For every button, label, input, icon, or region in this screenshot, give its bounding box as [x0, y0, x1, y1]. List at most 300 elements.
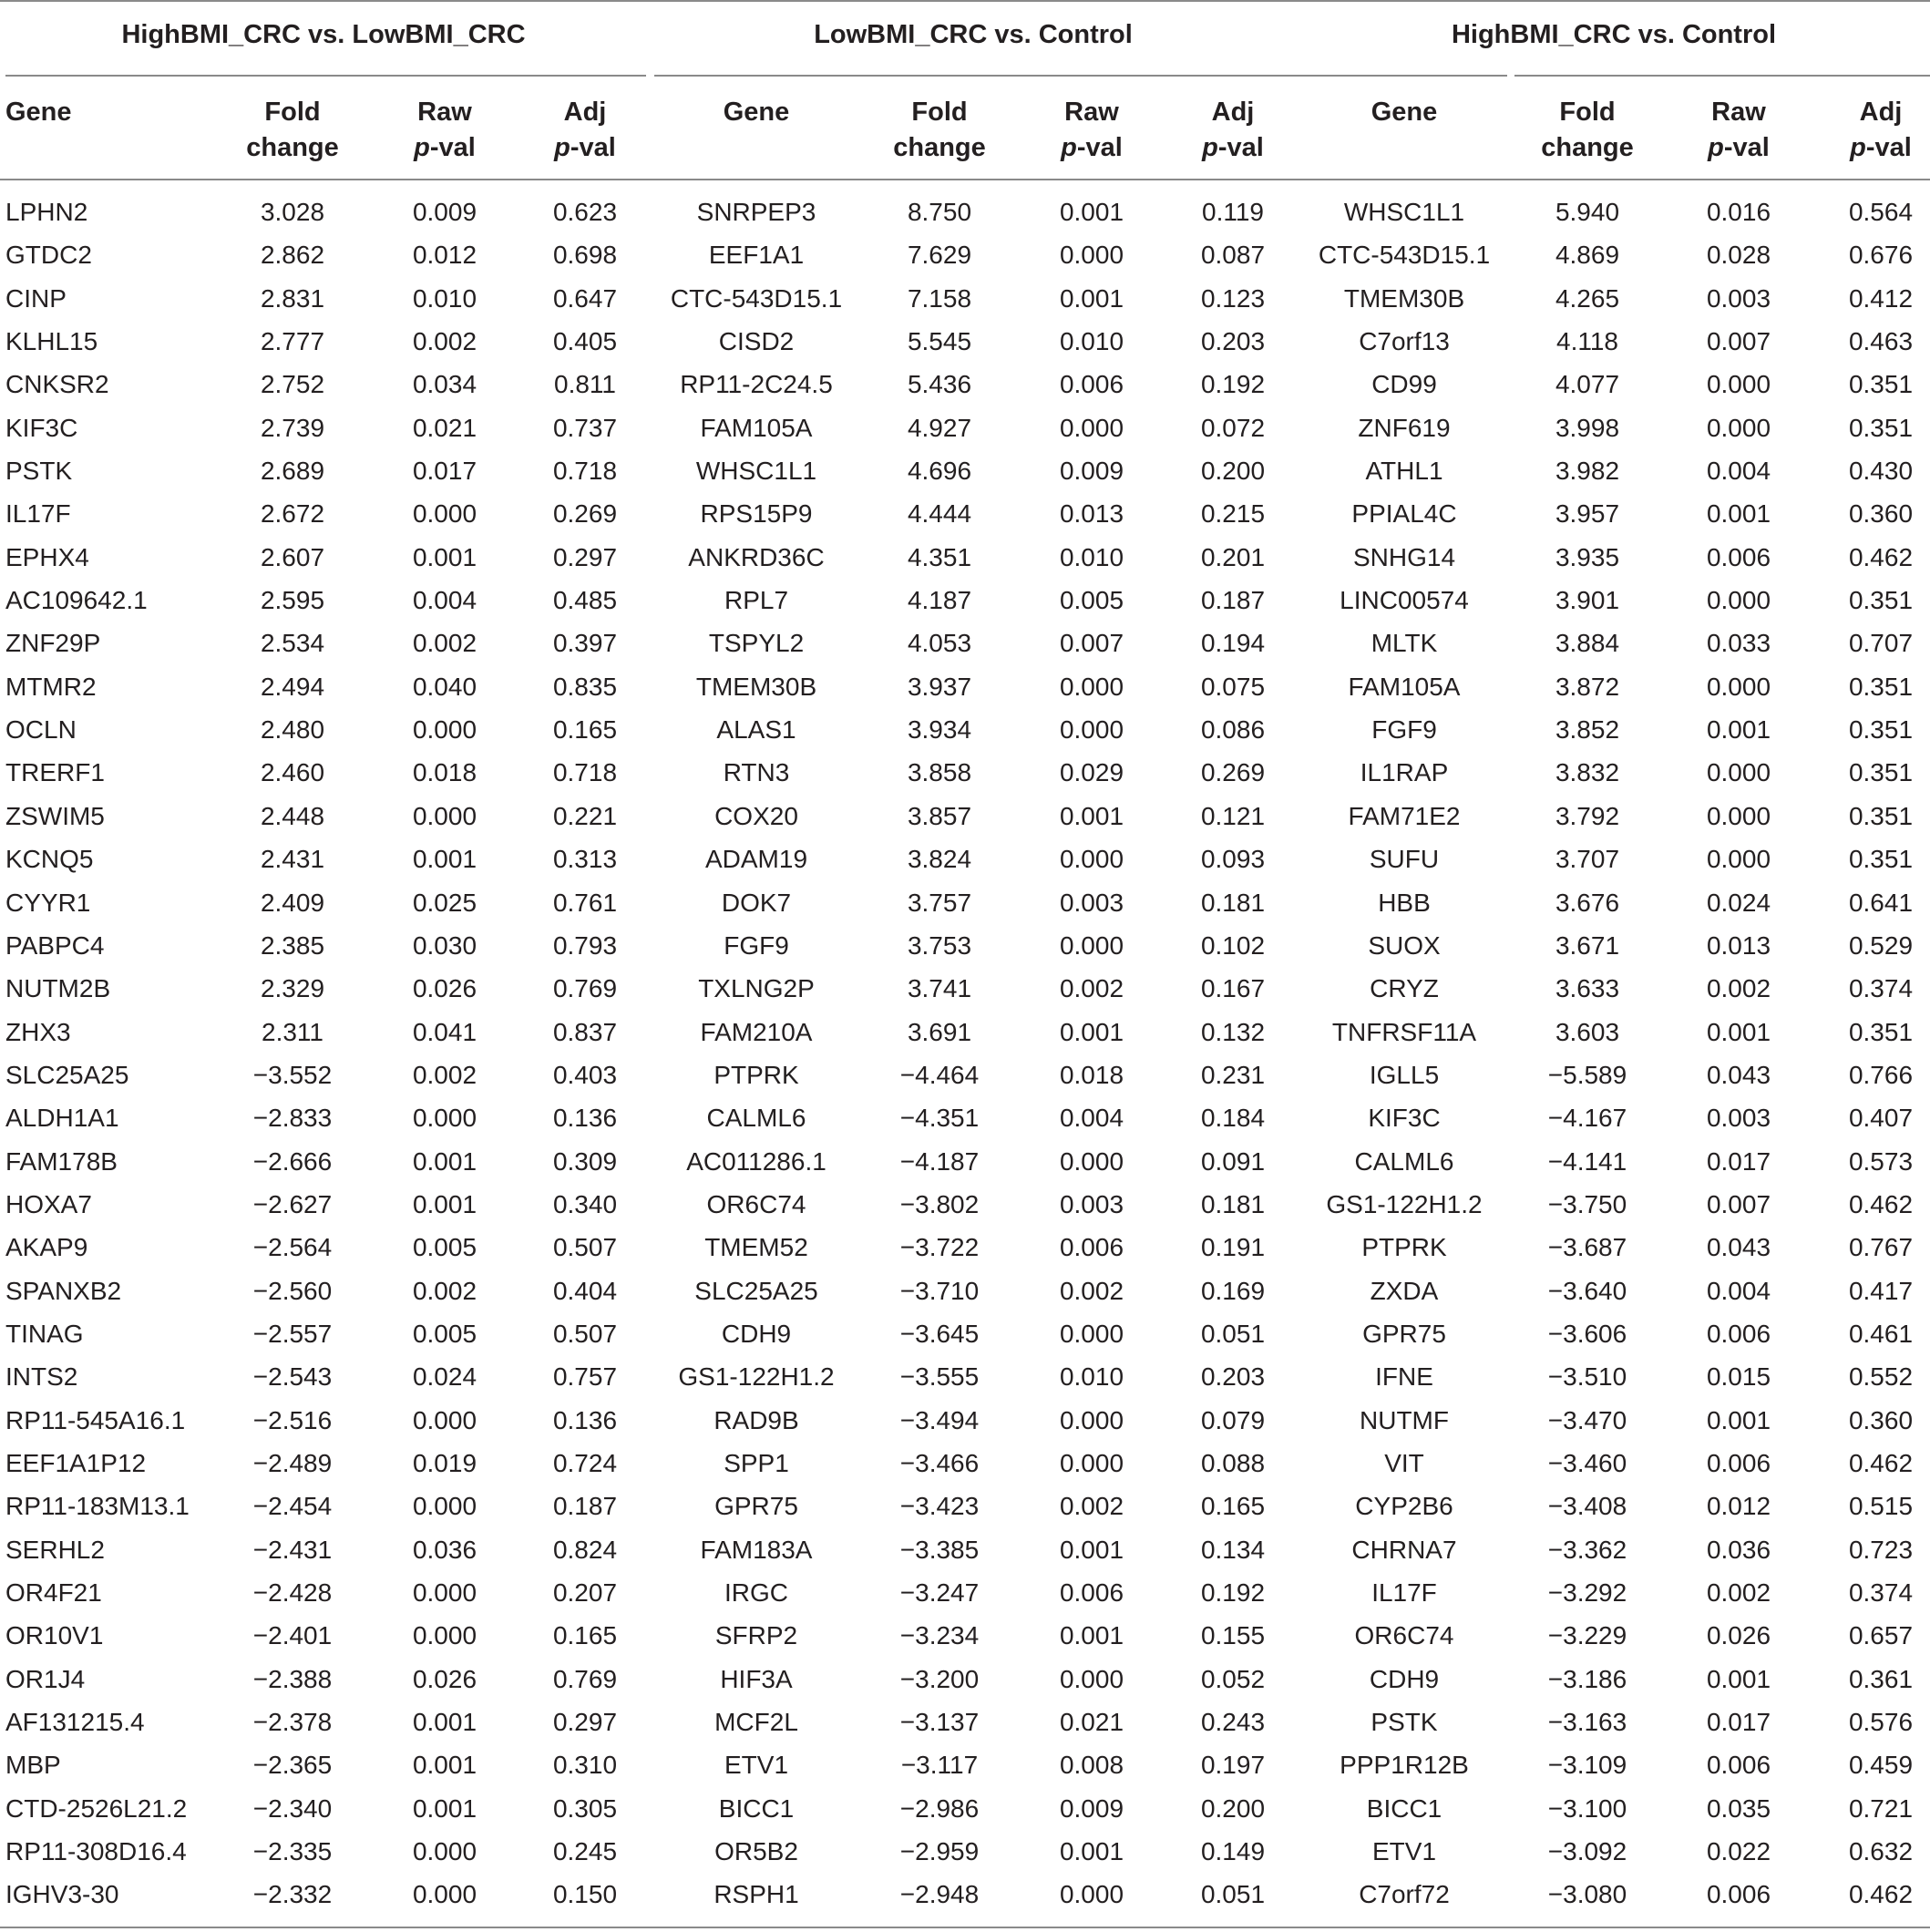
fold-change-cell: −4.351 — [899, 1104, 980, 1133]
raw-pval-cell: 0.000 — [1059, 1319, 1124, 1348]
gene-cell: OR4F21 — [5, 1578, 102, 1607]
gene-cell: DOK7 — [721, 888, 792, 917]
fold-change-cell: −4.187 — [899, 1146, 980, 1176]
table-row — [0, 1015, 1930, 1058]
gene-cell: FGF9 — [724, 930, 789, 960]
fold-change-cell: 3.832 — [1555, 758, 1620, 787]
adj-pval-cell: 0.351 — [1848, 672, 1914, 701]
adj-pval-cell: 0.201 — [1200, 542, 1266, 571]
gene-cell: NUTMF — [1360, 1405, 1449, 1434]
fold-change-cell: 4.927 — [907, 413, 972, 442]
gene-cell: TXLNG2P — [698, 974, 815, 1003]
adj-pval-cell: 0.417 — [1848, 1276, 1914, 1305]
gene-cell: ZSWIM5 — [5, 801, 105, 830]
table-row — [0, 1705, 1930, 1748]
raw-pval-cell: 0.010 — [1059, 1362, 1124, 1392]
raw-pval-cell: 0.000 — [412, 499, 477, 529]
raw-pval-cell: 0.002 — [1706, 1578, 1771, 1607]
gene-cell: TRERF1 — [5, 758, 105, 787]
adj-pval-cell: 0.459 — [1848, 1751, 1914, 1780]
table-row — [0, 886, 1930, 929]
raw-pval-cell: 0.010 — [412, 283, 477, 313]
raw-pval-cell: 0.002 — [1059, 1276, 1124, 1305]
raw-pval-cell: 0.000 — [1059, 1146, 1124, 1176]
fold-change-cell: 3.982 — [1555, 457, 1620, 486]
fold-change-cell: 2.448 — [260, 801, 325, 830]
raw-pval-cell: 0.007 — [1706, 1189, 1771, 1218]
adj-pval-cell: 0.149 — [1200, 1837, 1266, 1866]
raw-pval-cell: 0.000 — [412, 1621, 477, 1650]
raw-pval-cell: 0.000 — [412, 1578, 477, 1607]
raw-pval-cell: 0.019 — [412, 1448, 477, 1477]
fold-change-cell: 3.707 — [1555, 845, 1620, 874]
gene-cell: OR6C74 — [706, 1189, 806, 1218]
raw-pval-cell: 0.040 — [412, 672, 477, 701]
gene-cell: ALAS1 — [716, 715, 796, 745]
adj-pval-cell: 0.676 — [1848, 241, 1914, 270]
raw-pval-cell: 0.005 — [412, 1233, 477, 1262]
gene-cell: AC109642.1 — [5, 586, 148, 615]
table-row — [0, 971, 1930, 1014]
table-row — [0, 1446, 1930, 1489]
fold-change-cell: −2.332 — [252, 1880, 333, 1909]
raw-pval-cell: 0.004 — [412, 586, 477, 615]
adj-pval-cell: 0.351 — [1848, 845, 1914, 874]
table-row — [0, 1058, 1930, 1101]
raw-pval-cell: 0.000 — [1706, 370, 1771, 399]
gene-cell: RPS15P9 — [700, 499, 813, 529]
gene-cell: PPP1R12B — [1340, 1751, 1469, 1780]
raw-pval-cell: 0.034 — [412, 370, 477, 399]
gene-cell: WHSC1L1 — [1343, 198, 1465, 226]
gene-cell: ATHL1 — [1365, 457, 1443, 486]
gene-cell: CTC-543D15.1 — [1318, 241, 1491, 270]
raw-pval-cell: 0.009 — [412, 198, 477, 226]
table-row — [0, 1145, 1930, 1187]
adj-pval-cell: 0.793 — [552, 930, 618, 960]
fold-change-cell: 3.792 — [1555, 801, 1620, 830]
raw-pval-cell: 0.000 — [1059, 845, 1124, 874]
raw-pval-cell: 0.010 — [1059, 542, 1124, 571]
col-head-fold-change: Fold change — [893, 98, 986, 162]
raw-pval-cell: 0.026 — [412, 1664, 477, 1693]
table-row — [0, 411, 1930, 454]
gene-cell: TSPYL2 — [708, 629, 805, 658]
raw-pval-cell: 0.000 — [1059, 413, 1124, 442]
adj-pval-cell: 0.231 — [1200, 1060, 1266, 1089]
table-top-rule — [0, 0, 1930, 2]
gene-cell: SERHL2 — [5, 1535, 105, 1564]
raw-pval-cell: 0.006 — [1059, 1578, 1124, 1607]
adj-pval-cell: 0.088 — [1200, 1448, 1266, 1477]
adj-pval-cell: 0.707 — [1848, 629, 1914, 658]
table-row — [0, 195, 1930, 238]
fold-change-cell: 3.753 — [907, 930, 972, 960]
raw-pval-cell: 0.000 — [412, 1837, 477, 1866]
gene-cell: VIT — [1384, 1448, 1424, 1477]
fold-change-cell: −4.167 — [1547, 1104, 1627, 1133]
adj-pval-cell: 0.351 — [1848, 586, 1914, 615]
raw-pval-cell: 0.018 — [1059, 1060, 1124, 1089]
raw-pval-cell: 0.005 — [412, 1319, 477, 1348]
adj-pval-cell: 0.623 — [552, 198, 618, 226]
raw-pval-cell: 0.006 — [1706, 1448, 1771, 1477]
table-row — [0, 583, 1930, 626]
adj-pval-cell: 0.072 — [1200, 413, 1266, 442]
group-underline-highbmi-vs-control — [1514, 75, 1930, 77]
fold-change-cell: −3.186 — [1547, 1664, 1627, 1693]
fold-change-cell: −3.234 — [899, 1621, 980, 1650]
fold-change-cell: −3.117 — [900, 1751, 979, 1780]
fold-change-cell: −2.560 — [252, 1276, 333, 1305]
group-underline-lowbmi-vs-control — [654, 75, 1507, 77]
fold-change-cell: 2.329 — [260, 974, 325, 1003]
adj-pval-cell: 0.515 — [1848, 1492, 1914, 1521]
fold-change-cell: 3.741 — [907, 974, 972, 1003]
gene-cell: FAM71E2 — [1348, 801, 1461, 830]
adj-pval-cell: 0.397 — [552, 629, 618, 658]
gene-cell: TINAG — [5, 1319, 84, 1348]
table-row — [0, 755, 1930, 798]
raw-pval-cell: 0.001 — [1706, 1017, 1771, 1046]
adj-pval-cell: 0.121 — [1200, 801, 1266, 830]
fold-change-cell: 3.852 — [1555, 715, 1620, 745]
col-head-gene: Gene — [723, 98, 790, 127]
adj-pval-cell: 0.123 — [1200, 283, 1266, 313]
col-head-adj-pval: Adj p-val — [1850, 98, 1912, 162]
adj-pval-cell: 0.075 — [1200, 672, 1266, 701]
adj-pval-cell: 0.374 — [1848, 1578, 1914, 1607]
gene-cell: RP11-2C24.5 — [680, 370, 833, 399]
fold-change-cell: 3.857 — [907, 801, 972, 830]
raw-pval-cell: 0.001 — [412, 1146, 477, 1176]
fold-change-cell: 2.831 — [260, 283, 325, 313]
gene-cell: CRYZ — [1370, 974, 1439, 1003]
gene-cell: GS1-122H1.2 — [1326, 1189, 1483, 1218]
gene-cell: FAM178B — [5, 1146, 118, 1176]
raw-pval-cell: 0.003 — [1059, 888, 1124, 917]
raw-pval-cell: 0.025 — [412, 888, 477, 917]
table-row — [0, 1619, 1930, 1661]
raw-pval-cell: 0.000 — [412, 1492, 477, 1521]
raw-pval-cell: 0.018 — [412, 758, 477, 787]
fold-change-cell: −3.080 — [1547, 1880, 1627, 1909]
fold-change-cell: 2.494 — [260, 672, 325, 701]
gene-cell: CYYR1 — [5, 888, 91, 917]
raw-pval-cell: 0.001 — [1059, 283, 1124, 313]
fold-change-cell: −3.802 — [899, 1189, 980, 1218]
adj-pval-cell: 0.374 — [1848, 974, 1914, 1003]
adj-pval-cell: 0.835 — [552, 672, 618, 701]
raw-pval-cell: 0.001 — [1059, 198, 1124, 226]
adj-pval-cell: 0.181 — [1200, 1189, 1266, 1218]
table-row — [0, 1533, 1930, 1576]
fold-change-cell: 4.118 — [1556, 327, 1618, 356]
fold-change-cell: −2.557 — [252, 1319, 333, 1348]
raw-pval-cell: 0.006 — [1706, 542, 1771, 571]
raw-pval-cell: 0.021 — [1059, 1708, 1124, 1737]
adj-pval-cell: 0.091 — [1200, 1146, 1266, 1176]
gene-cell: ADAM19 — [704, 845, 808, 874]
gene-cell: OCLN — [5, 715, 77, 745]
adj-pval-cell: 0.150 — [552, 1880, 618, 1909]
adj-pval-cell: 0.837 — [552, 1017, 618, 1046]
gene-cell: CNKSR2 — [5, 370, 109, 399]
gene-cell: GPR75 — [714, 1492, 798, 1521]
raw-pval-cell: 0.017 — [1706, 1708, 1771, 1737]
col-head-raw-pval: Raw p-val — [414, 98, 476, 162]
adj-pval-cell: 0.721 — [1848, 1793, 1914, 1823]
raw-pval-cell: 0.000 — [1059, 715, 1124, 745]
raw-pval-cell: 0.036 — [1706, 1535, 1771, 1564]
fold-change-cell: −2.401 — [252, 1621, 333, 1650]
adj-pval-cell: 0.564 — [1848, 198, 1914, 226]
fold-change-cell: 8.750 — [907, 198, 972, 226]
gene-cell: CINP — [5, 283, 67, 313]
adj-pval-cell: 0.462 — [1848, 542, 1914, 571]
gene-cell: TMEM30B — [1343, 283, 1465, 313]
raw-pval-cell: 0.006 — [1059, 370, 1124, 399]
fold-change-cell: −2.431 — [252, 1535, 333, 1564]
fold-change-cell: 2.460 — [260, 758, 325, 787]
adj-pval-cell: 0.203 — [1200, 1362, 1266, 1392]
fold-change-cell: 2.607 — [260, 542, 325, 571]
raw-pval-cell: 0.003 — [1059, 1189, 1124, 1218]
adj-pval-cell: 0.165 — [552, 715, 618, 745]
adj-pval-cell: 0.086 — [1200, 715, 1266, 745]
adj-pval-cell: 0.192 — [1200, 1578, 1266, 1607]
fold-change-cell: −2.986 — [899, 1793, 980, 1823]
adj-pval-cell: 0.051 — [1200, 1880, 1266, 1909]
fold-change-cell: 3.633 — [1555, 974, 1620, 1003]
adj-pval-cell: 0.165 — [552, 1621, 618, 1650]
gene-cell: WHSC1L1 — [695, 457, 817, 486]
adj-pval-cell: 0.079 — [1200, 1405, 1266, 1434]
adj-pval-cell: 0.340 — [552, 1189, 618, 1218]
gene-cell: OR1J4 — [5, 1664, 86, 1693]
fold-change-cell: −2.454 — [252, 1492, 333, 1521]
gene-cell: SLC25A25 — [5, 1060, 129, 1089]
adj-pval-cell: 0.737 — [552, 413, 618, 442]
gene-cell: PABPC4 — [5, 930, 105, 960]
gene-cell: CYP2B6 — [1355, 1492, 1453, 1521]
raw-pval-cell: 0.002 — [412, 1060, 477, 1089]
adj-pval-cell: 0.462 — [1848, 1189, 1914, 1218]
table-row — [0, 626, 1930, 669]
adj-pval-cell: 0.245 — [552, 1837, 618, 1866]
raw-pval-cell: 0.000 — [1706, 845, 1771, 874]
adj-pval-cell: 0.132 — [1200, 1017, 1266, 1046]
table-row — [0, 1360, 1930, 1403]
adj-pval-cell: 0.351 — [1848, 758, 1914, 787]
gene-cell: IL17F — [5, 499, 71, 529]
fold-change-cell: −2.516 — [252, 1405, 333, 1434]
gene-cell: KIF3C — [5, 413, 78, 442]
gene-cell: GTDC2 — [5, 241, 92, 270]
raw-pval-cell: 0.041 — [412, 1017, 477, 1046]
adj-pval-cell: 0.485 — [552, 586, 618, 615]
adj-pval-cell: 0.221 — [552, 801, 618, 830]
fold-change-cell: −3.640 — [1547, 1276, 1627, 1305]
raw-pval-cell: 0.033 — [1706, 629, 1771, 658]
adj-pval-cell: 0.136 — [552, 1104, 618, 1133]
gene-cell: OR5B2 — [714, 1837, 798, 1866]
fold-change-cell: 2.689 — [260, 457, 325, 486]
table-row — [0, 799, 1930, 842]
gene-cell: RSPH1 — [713, 1880, 799, 1909]
fold-change-cell: 4.187 — [907, 586, 972, 615]
adj-pval-cell: 0.269 — [552, 499, 618, 529]
col-head-raw-pval: Raw p-val — [1061, 98, 1123, 162]
gene-cell: RAD9B — [713, 1405, 799, 1434]
table-row — [0, 1403, 1930, 1446]
fold-change-cell: 5.436 — [907, 370, 972, 399]
adj-pval-cell: 0.573 — [1848, 1146, 1914, 1176]
gene-cell: BICC1 — [718, 1793, 795, 1823]
raw-pval-cell: 0.006 — [1706, 1880, 1771, 1909]
adj-pval-cell: 0.769 — [552, 1664, 618, 1693]
adj-pval-cell: 0.187 — [1200, 586, 1266, 615]
raw-pval-cell: 0.012 — [412, 241, 477, 270]
raw-pval-cell: 0.002 — [1059, 974, 1124, 1003]
group-title-lowbmi-vs-control: LowBMI_CRC vs. Control — [814, 20, 1133, 49]
gene-cell: CALML6 — [1354, 1146, 1454, 1176]
gene-cell: GPR75 — [1362, 1319, 1446, 1348]
raw-pval-cell: 0.035 — [1706, 1793, 1771, 1823]
fold-change-cell: −3.229 — [1547, 1621, 1627, 1650]
gene-cell: HOXA7 — [5, 1189, 92, 1218]
fold-change-cell: −3.163 — [1547, 1708, 1627, 1737]
gene-cell: PPIAL4C — [1351, 499, 1457, 529]
gene-cell: ANKRD36C — [688, 542, 825, 571]
col-head-fold-change: Fold change — [246, 98, 339, 162]
gene-cell: TNFRSF11A — [1331, 1017, 1477, 1046]
fold-change-cell: 3.858 — [907, 758, 972, 787]
fold-change-cell: −2.365 — [252, 1751, 333, 1780]
adj-pval-cell: 0.351 — [1848, 1017, 1914, 1046]
raw-pval-cell: 0.000 — [412, 1880, 477, 1909]
fold-change-cell: −2.959 — [899, 1837, 980, 1866]
raw-pval-cell: 0.000 — [1706, 758, 1771, 787]
raw-pval-cell: 0.001 — [412, 845, 477, 874]
gene-cell: PSTK — [1371, 1708, 1438, 1737]
fold-change-cell: −3.510 — [1547, 1362, 1627, 1392]
table-row — [0, 842, 1930, 885]
fold-change-cell: 3.872 — [1555, 672, 1620, 701]
raw-pval-cell: 0.000 — [1059, 930, 1124, 960]
raw-pval-cell: 0.002 — [412, 327, 477, 356]
raw-pval-cell: 0.043 — [1706, 1060, 1771, 1089]
group-underline-highbmi-vs-lowbmi — [5, 75, 646, 77]
gene-cell: SFRP2 — [714, 1621, 798, 1650]
fold-change-cell: 4.265 — [1555, 283, 1620, 313]
header-bottom-rule — [0, 179, 1930, 180]
fold-change-cell: −3.100 — [1547, 1793, 1627, 1823]
adj-pval-cell: 0.093 — [1200, 845, 1266, 874]
raw-pval-cell: 0.002 — [1706, 974, 1771, 1003]
table-bottom-rule — [0, 1927, 1930, 1928]
adj-pval-cell: 0.309 — [552, 1146, 618, 1176]
adj-pval-cell: 0.360 — [1848, 499, 1914, 529]
gene-cell: LINC00574 — [1340, 586, 1469, 615]
adj-pval-cell: 0.360 — [1848, 1405, 1914, 1434]
raw-pval-cell: 0.000 — [1706, 413, 1771, 442]
fold-change-cell: 3.676 — [1555, 888, 1620, 917]
adj-pval-cell: 0.167 — [1200, 974, 1266, 1003]
adj-pval-cell: 0.463 — [1848, 327, 1914, 356]
adj-pval-cell: 0.403 — [552, 1060, 618, 1089]
gene-cell: MTMR2 — [5, 672, 97, 701]
adj-pval-cell: 0.051 — [1200, 1319, 1266, 1348]
fold-change-cell: 4.444 — [907, 499, 972, 529]
table-row — [0, 238, 1930, 281]
fold-change-cell: −3.109 — [1547, 1751, 1627, 1780]
gene-cell: SUOX — [1368, 930, 1441, 960]
fold-change-cell: −3.552 — [252, 1060, 333, 1089]
gene-cell: HBB — [1378, 888, 1431, 917]
fold-change-cell: 2.431 — [260, 845, 325, 874]
gene-cell: SPP1 — [724, 1448, 789, 1477]
raw-pval-cell: 0.013 — [1706, 930, 1771, 960]
raw-pval-cell: 0.015 — [1706, 1362, 1771, 1392]
table-row — [0, 1317, 1930, 1360]
table-row — [0, 1230, 1930, 1273]
adj-pval-cell: 0.724 — [552, 1448, 618, 1477]
raw-pval-cell: 0.000 — [1706, 586, 1771, 615]
adj-pval-cell: 0.412 — [1848, 283, 1914, 313]
adj-pval-cell: 0.119 — [1202, 198, 1264, 226]
fold-change-cell: 3.603 — [1555, 1017, 1620, 1046]
gene-cell: MCF2L — [714, 1708, 798, 1737]
table-row — [0, 454, 1930, 497]
raw-pval-cell: 0.024 — [1706, 888, 1771, 917]
fold-change-cell: −3.710 — [899, 1276, 980, 1305]
raw-pval-cell: 0.000 — [412, 715, 477, 745]
adj-pval-cell: 0.197 — [1200, 1751, 1266, 1780]
fold-change-cell: −3.494 — [899, 1405, 980, 1434]
fold-change-cell: −2.666 — [252, 1146, 333, 1176]
gene-cell: SNHG14 — [1352, 542, 1456, 571]
adj-pval-cell: 0.184 — [1200, 1104, 1266, 1133]
gene-cell: OR6C74 — [1354, 1621, 1454, 1650]
adj-pval-cell: 0.203 — [1200, 327, 1266, 356]
fold-change-cell: −3.750 — [1547, 1189, 1627, 1218]
fold-change-cell: 2.480 — [260, 715, 325, 745]
col-head-adj-pval: Adj p-val — [554, 98, 616, 162]
adj-pval-cell: 0.718 — [552, 457, 618, 486]
fold-change-cell: −3.137 — [899, 1708, 980, 1737]
gene-cell: GS1-122H1.2 — [678, 1362, 835, 1392]
gene-cell: FGF9 — [1371, 715, 1437, 745]
fold-change-cell: 3.957 — [1555, 499, 1620, 529]
table-row — [0, 540, 1930, 583]
fold-change-cell: 4.869 — [1555, 241, 1620, 270]
adj-pval-cell: 0.191 — [1200, 1233, 1266, 1262]
gene-cell: FAM183A — [700, 1535, 813, 1564]
gene-cell: RP11-308D16.4 — [5, 1837, 187, 1866]
adj-pval-cell: 0.207 — [552, 1578, 618, 1607]
fold-change-cell: −2.543 — [252, 1362, 333, 1392]
raw-pval-cell: 0.000 — [1059, 1448, 1124, 1477]
col-head-raw-pval: Raw p-val — [1708, 98, 1770, 162]
gene-cell: CDH9 — [721, 1319, 792, 1348]
fold-change-cell: 2.672 — [260, 499, 325, 529]
fold-change-cell: 2.385 — [260, 930, 325, 960]
raw-pval-cell: 0.006 — [1059, 1233, 1124, 1262]
raw-pval-cell: 0.001 — [412, 542, 477, 571]
gene-cell: CHRNA7 — [1351, 1535, 1457, 1564]
adj-pval-cell: 0.761 — [552, 888, 618, 917]
